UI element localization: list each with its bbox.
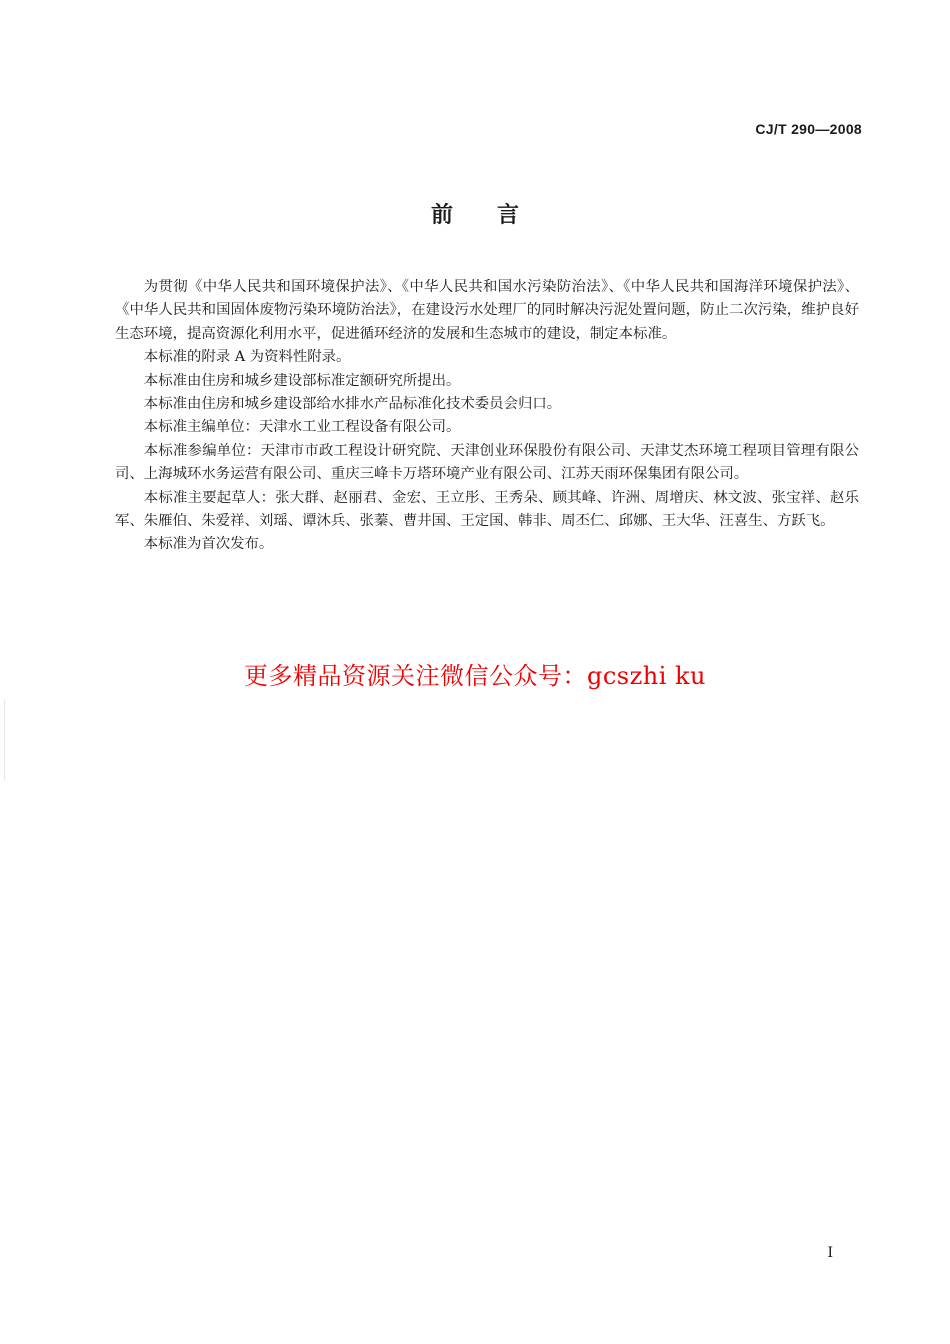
paragraph-first-release: 本标准为首次发布。 bbox=[143, 536, 274, 553]
paragraph-participants: 本标准参编单位：天津市市政工程设计研究院、天津创业环保股份有限公司、天津艾杰环境工程项目管理有限公司、上海城环水务运营有限公司、重庆三峰卡万塔环境产业有限公司、江苏天雨环保集团有限公司。 bbox=[115, 442, 859, 483]
promo-text: 更多精品资源关注微信公众号：gcszhi ku bbox=[243, 662, 707, 690]
paragraph-responsible-committee: 本标准由住房和城乡建设部给水排水产品标准化技术委员会归口。 bbox=[143, 396, 562, 413]
scan-edge-mark bbox=[4, 700, 5, 780]
paragraph-purpose: 为贯彻《中华人民共和国环境保护法》、《中华人民共和国水污染防治法》、《中华人民共和国海洋环境保护法》、《中华人民共和国固体废物污染环境防治法》，在建设污水处理厂的同时解决污泥处置问题，防止二次污染，维护良好生态环境，提高资源化利用水平，促进循环经济的发展和生态城市的建设，制定本标准。 bbox=[115, 279, 859, 342]
page-number: I bbox=[827, 1245, 833, 1261]
document-code: CJ/T 290—2008 bbox=[755, 121, 862, 137]
paragraph-proposer: 本标准由住房和城乡建设部标准定额研究所提出。 bbox=[143, 372, 461, 389]
paragraph-appendix: 本标准的附录 A 为资料性附录。 bbox=[143, 349, 351, 366]
paragraph-chief-editor: 本标准主编单位：天津水工业工程设备有限公司。 bbox=[143, 419, 461, 436]
paragraph-drafters: 本标准主要起草人：张大群、赵丽君、金宏、王立彤、王秀朵、顾其峰、许洲、周增庆、林文波、张宝祥、赵乐军、朱雁伯、朱爱祥、刘瑶、谭沐兵、张蓁、曹井国、王定国、韩非、周丕仁、邱娜、王大华、汪喜生、方跃飞。 bbox=[115, 489, 859, 530]
page-title: 前言 bbox=[430, 203, 563, 228]
foreword-body bbox=[115, 276, 859, 557]
